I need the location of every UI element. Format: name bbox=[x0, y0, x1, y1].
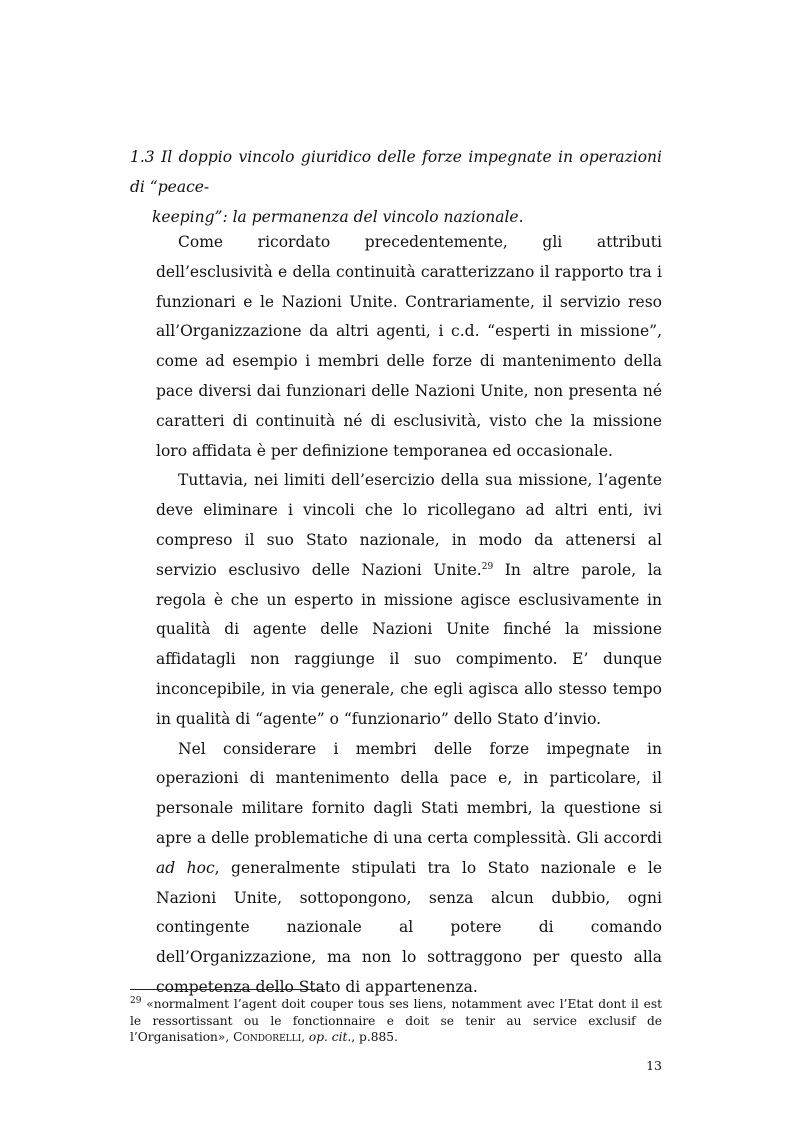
footnote-separator bbox=[130, 989, 325, 990]
footnote-ref-29: 29 bbox=[481, 561, 494, 572]
paragraph-3-text-b: , generalmente stipulati tra lo Stato nazionale e le Nazioni Unite, sottopongono, senza alcun dubbio, ogni contingente nazionale al potere di comando dell’Organizzazione, ma non lo sottraggono per questo alla competenza dello Stato di appartenenza. bbox=[156, 858, 662, 996]
footnote-number: 29 bbox=[130, 995, 142, 1006]
section-heading bbox=[130, 142, 662, 232]
paragraph-1 bbox=[156, 228, 662, 466]
paragraph-2-text-a: Tuttavia, nei limiti dell’esercizio della sua missione, l’agente deve eliminare i vincoli che lo ricollegano ad altri enti, ivi compreso il suo Stato nazionale, in modo da attenersi al servizio esclusivo delle Nazioni Unite. bbox=[156, 471, 662, 579]
body-text bbox=[156, 228, 662, 1003]
section-title-line1: Il doppio vincolo giuridico delle forze impegnate in operazioni di “peace- bbox=[130, 148, 662, 196]
footnote-text: «normalment l’agent doit couper tous ses liens, notamment avec l’Etat dont il est le ressortissant ou le fonctionnaire e doit se tenir au service exclusif de l’Organisation», bbox=[130, 997, 662, 1044]
footnote-29 bbox=[130, 996, 662, 1046]
footnote-page-ref: , p.885. bbox=[351, 1030, 398, 1044]
section-number: 1.3 bbox=[130, 148, 155, 166]
paragraph-3 bbox=[156, 735, 662, 1003]
paragraph-2 bbox=[156, 466, 662, 734]
page-number: 13 bbox=[646, 1058, 662, 1073]
paragraph-3-text-a: Nel considerare i membri delle forze impegnate in operazioni di mantenimento della pace e, in particolare, il personale militare fornito dagli Stati membri, la questione si apre a delle problematiche di una certa complessità. Gli accordi bbox=[156, 739, 662, 847]
footnote-author: Condorelli bbox=[233, 1030, 302, 1044]
footnote-op-cit: op. cit. bbox=[308, 1030, 352, 1044]
paragraph-2-text-b: In altre parole, la regola è che un esperto in missione agisce esclusivamente in qualità di agente delle Nazioni Unite finché la missione affidatagli non raggiunge il suo compimento. E’ dunque inconcepibile, in via generale, che egli agisca allo stesso tempo in qualità di “agente” o “funzionario” dello Stato d’invio. bbox=[156, 560, 662, 728]
section-title-line2: keeping”: la permanenza del vincolo nazionale. bbox=[152, 208, 524, 226]
footnote-separator-text: , bbox=[301, 1030, 309, 1044]
paragraph-1-text: Come ricordato precedentemente, gli attributi dell’esclusività e della continuità caratterizzano il rapporto tra i funzionari e le Nazioni Unite. Contrariamente, il servizio reso all’Organizzazione da altri agenti, i c.d. “esperti in missione”, come ad esempio i membri delle forze di mantenimento della pace diversi dai funzionari delle Nazioni Unite, non presenta né caratteri di continuità né di esclusività, visto che la missione loro affidata è per definizione temporanea ed occasionale. bbox=[156, 233, 662, 460]
paragraph-3-italic: ad hoc bbox=[156, 858, 215, 877]
